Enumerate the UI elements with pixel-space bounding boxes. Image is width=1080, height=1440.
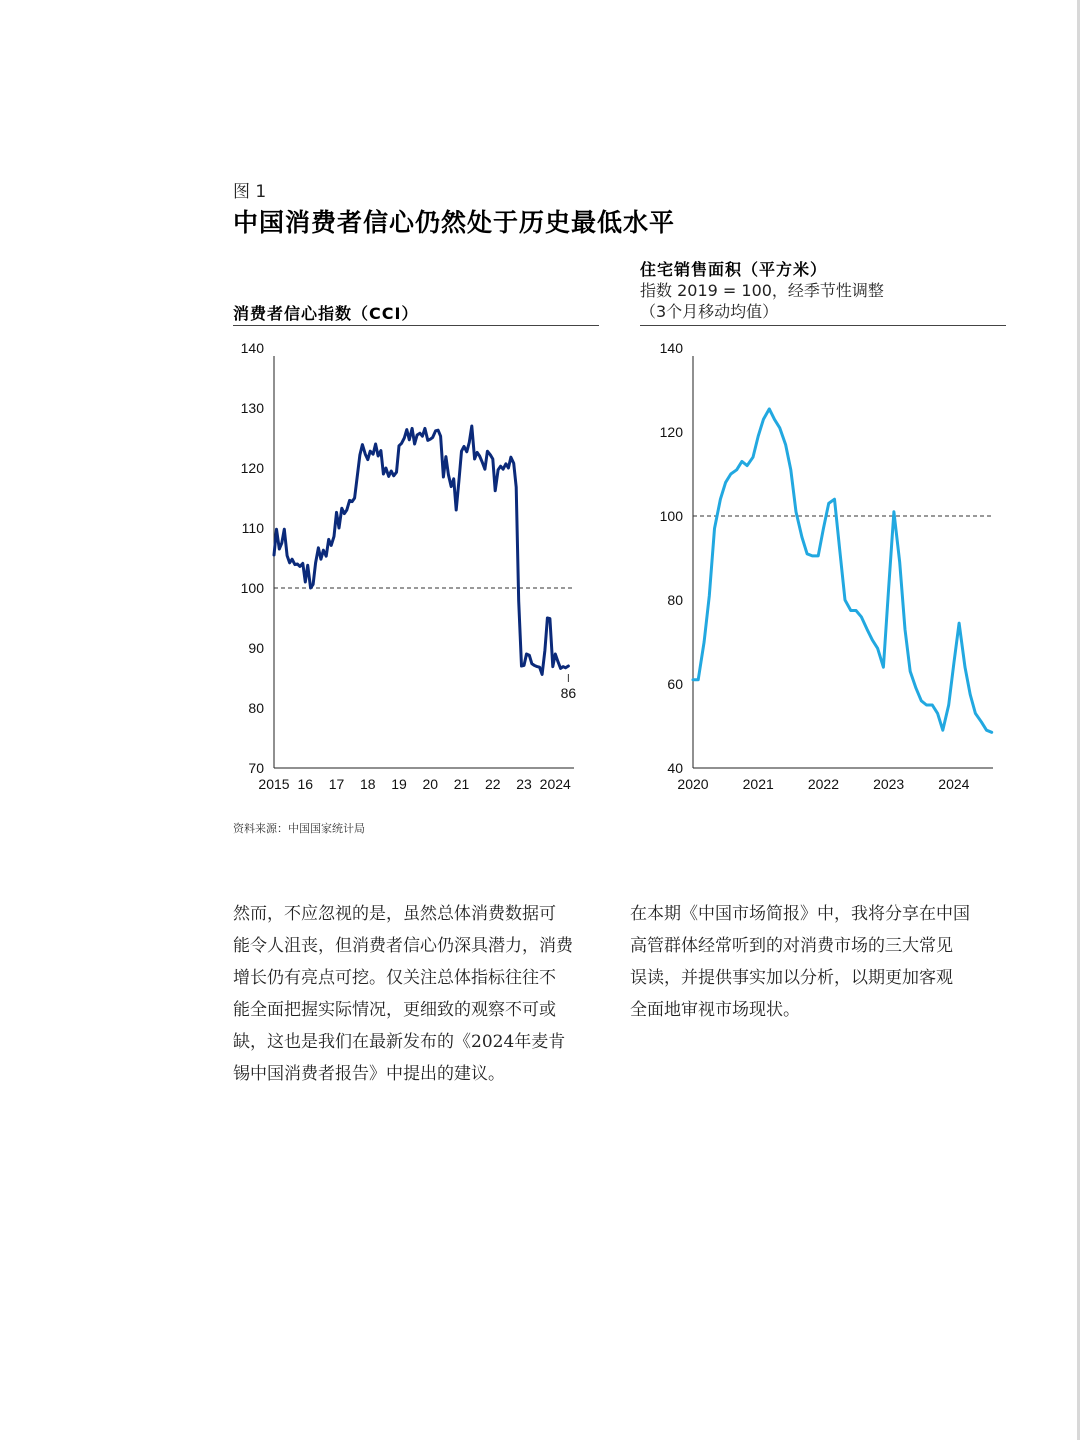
- cci-x-tick-label: 2024: [539, 776, 571, 792]
- paragraph-line: 能令人沮丧，但消费者信心仍深具潜力，消费: [233, 936, 573, 956]
- housing-chart: [637, 335, 1007, 800]
- paragraph-line: 高管群体经常听到的对消费市场的三大常见: [630, 936, 953, 956]
- source-note: 资料来源：中国国家统计局: [233, 822, 365, 835]
- housing-y-tick-label: 100: [659, 508, 683, 524]
- paragraph-left: [233, 898, 573, 1090]
- paragraph-line: 在本期《中国市场简报》中，我将分享在中国: [630, 904, 970, 924]
- housing-y-tick-label: 140: [659, 340, 683, 356]
- housing-series-line: [693, 409, 992, 732]
- housing-chart-title: 住宅销售面积（平方米）: [640, 260, 828, 279]
- cci-y-tick-label: 100: [240, 580, 264, 596]
- cci-x-tick-label: 21: [453, 776, 470, 792]
- cci-y-tick-label: 90: [248, 640, 264, 656]
- cci-x-tick-label: 22: [484, 776, 501, 792]
- housing-x-tick-label: 2020: [677, 776, 709, 792]
- paragraph-line: 误读，并提供事实加以分析，以期更加客观: [630, 968, 953, 988]
- figure-title: 中国消费者信心仍然处于历史最低水平: [233, 208, 676, 237]
- cci-end-label: 86: [560, 685, 577, 701]
- housing-y-tick-label: 60: [667, 676, 683, 692]
- housing-header-rule: [640, 325, 1006, 326]
- cci-x-tick-label: 19: [391, 776, 407, 792]
- cci-y-tick-label: 120: [240, 460, 264, 476]
- cci-y-tick-label: 110: [241, 520, 264, 536]
- cci-x-tick-label: 18: [359, 776, 376, 792]
- cci-chart: [230, 335, 600, 800]
- cci-x-tick-label: 17: [328, 776, 345, 792]
- cci-y-tick-label: 130: [240, 400, 264, 416]
- paragraph-line: 然而，不应忽视的是，虽然总体消费数据可: [233, 904, 556, 924]
- housing-y-tick-label: 80: [667, 592, 683, 608]
- cci-series-line: [274, 426, 568, 674]
- cci-x-tick-label: 20: [422, 776, 439, 792]
- cci-y-tick-label: 70: [248, 760, 264, 776]
- housing-y-tick-label: 120: [659, 424, 683, 440]
- cci-x-tick-label: 23: [516, 776, 532, 792]
- cci-y-tick-label: 140: [240, 340, 264, 356]
- paragraph-right: [630, 898, 970, 1026]
- cci-x-tick-label: 16: [297, 776, 314, 792]
- housing-chart-header: [640, 257, 884, 322]
- housing-chart-subtitle-1: 指数 2019 = 100，经季节性调整: [640, 281, 884, 300]
- cci-header-rule: [233, 325, 599, 326]
- paragraph-line: 缺，这也是我们在最新发布的《2024年麦肯: [233, 1032, 566, 1052]
- housing-x-tick-label: 2024: [938, 776, 970, 792]
- paragraph-line: 锡中国消费者报告》中提出的建议。: [233, 1064, 505, 1084]
- cci-y-tick-label: 80: [248, 700, 264, 716]
- paragraph-line: 全面地审视市场现状。: [630, 1000, 800, 1020]
- paragraph-line: 增长仍有亮点可挖。仅关注总体指标往往不: [233, 968, 556, 988]
- housing-x-tick-label: 2022: [807, 776, 840, 792]
- paragraph-line: 能全面把握实际情况，更细致的观察不可或: [233, 1000, 556, 1020]
- housing-x-tick-label: 2021: [742, 776, 774, 792]
- figure-label: 图 1: [233, 182, 267, 202]
- housing-y-tick-label: 40: [667, 760, 683, 776]
- cci-chart-title: 消费者信心指数（CCI）: [233, 304, 419, 323]
- housing-x-tick-label: 2023: [873, 776, 905, 792]
- cci-chart-header: [233, 301, 418, 324]
- cci-x-tick-label: 2015: [258, 776, 290, 792]
- housing-chart-subtitle-2: （3个月移动均值）: [640, 302, 779, 321]
